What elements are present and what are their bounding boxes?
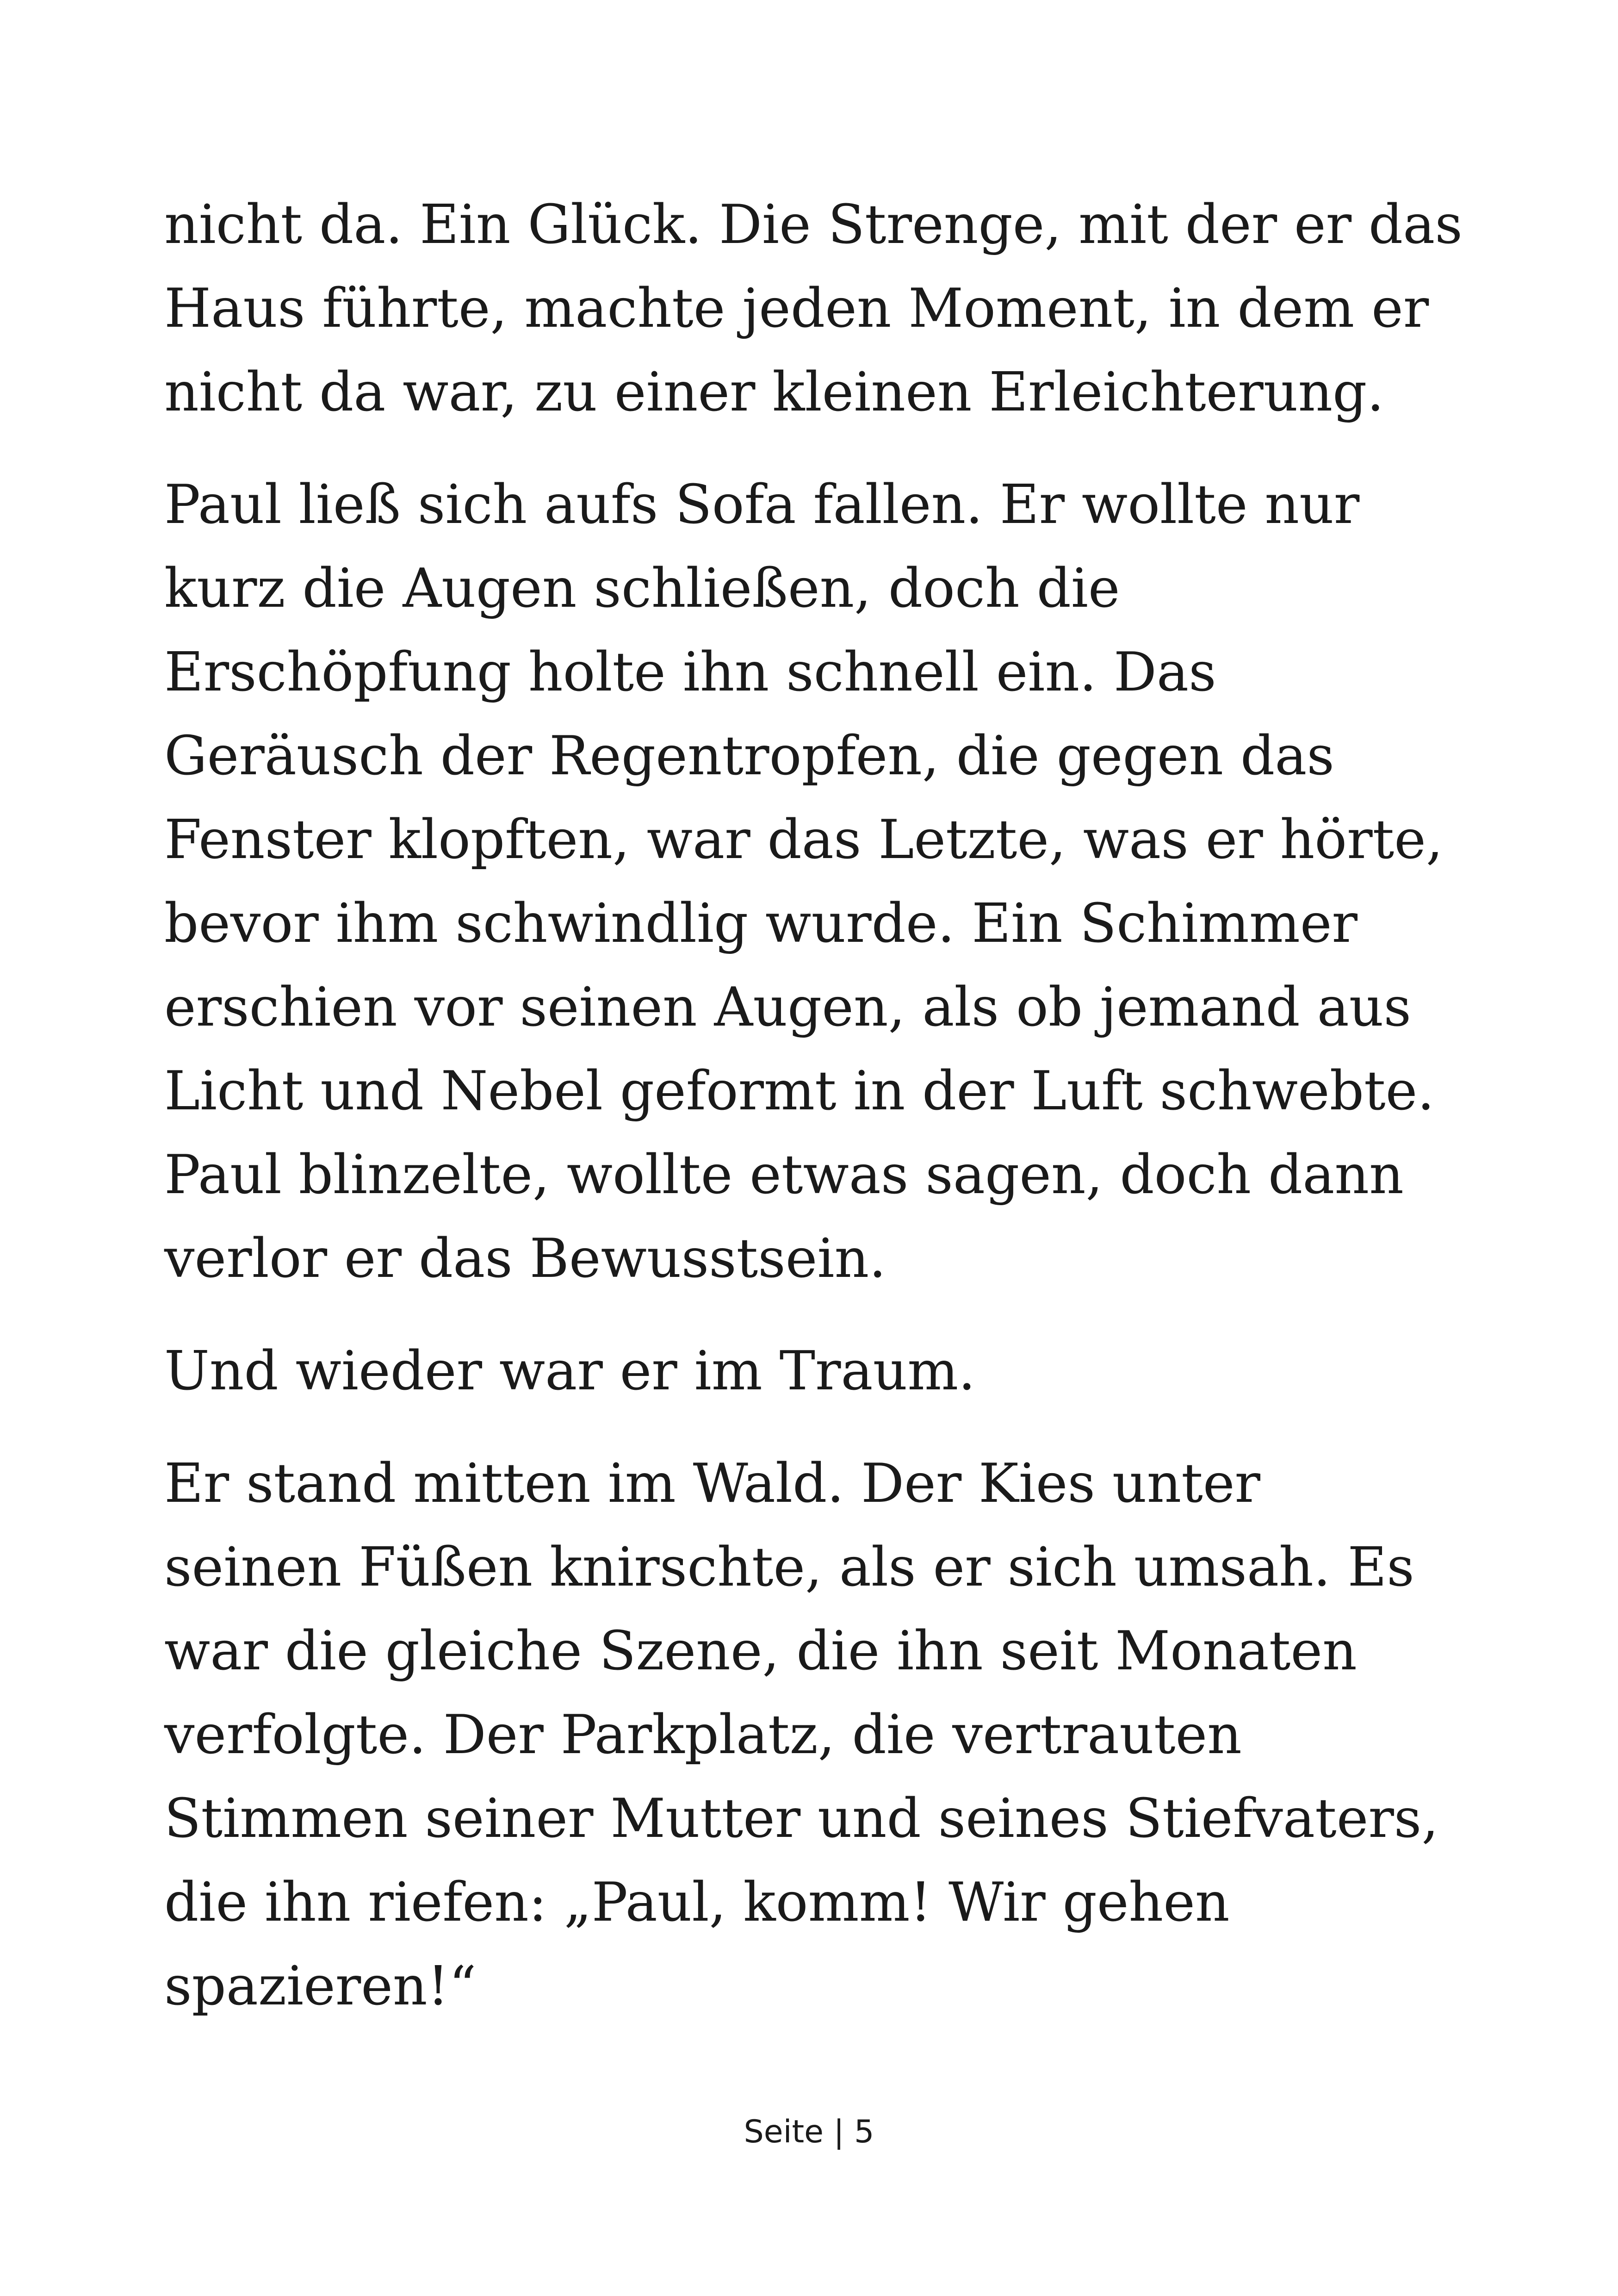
body-text xyxy=(164,183,1483,2057)
text-line: Paul ließ sich aufs Sofa fallen. Er wollte nur xyxy=(164,473,1360,536)
text-line: erschien vor seinen Augen, als ob jemand aus xyxy=(164,976,1412,1039)
text-line: spazieren!“ xyxy=(164,1955,477,2017)
paragraph-2 xyxy=(164,463,1483,1300)
text-line: Paul blinzelte, wollte etwas sagen, doch dann xyxy=(164,1144,1404,1206)
text-line: seinen Füßen knirschte, als er sich umsah. Es xyxy=(164,1536,1414,1599)
text-line: Stimmen seiner Mutter und seines Stiefvaters, xyxy=(164,1787,1439,1850)
text-line: Haus führte, machte jeden Moment, in dem er xyxy=(164,277,1429,340)
text-line: Und wieder war er im Traum. xyxy=(164,1340,976,1402)
text-line: war die gleiche Szene, die ihn seit Monaten xyxy=(164,1620,1357,1682)
text-line: verfolgte. Der Parkplatz, die vertrauten xyxy=(164,1704,1242,1766)
text-line: bevor ihm schwindlig wurde. Ein Schimmer xyxy=(164,892,1358,955)
text-line: kurz die Augen schließen, doch die xyxy=(164,557,1120,620)
paragraph-1 xyxy=(164,183,1483,434)
text-line: Erschöpfung holte ihn schnell ein. Das xyxy=(164,641,1216,703)
text-line: die ihn riefen: „Paul, komm! Wir gehen xyxy=(164,1871,1230,1934)
text-line: Licht und Nebel geformt in der Luft schwebte. xyxy=(164,1060,1435,1122)
text-line: Fenster klopften, war das Letzte, was er hörte, xyxy=(164,809,1443,871)
text-line: nicht da war, zu einer kleinen Erleichterung. xyxy=(164,361,1384,423)
paragraph-3 xyxy=(164,1329,1483,1413)
text-line: Geräusch der Regentropfen, die gegen das xyxy=(164,725,1334,787)
paragraph-4 xyxy=(164,1442,1483,2028)
text-line: nicht da. Ein Glück. Die Strenge, mit der er das xyxy=(164,193,1463,256)
page-number: Seite | 5 xyxy=(744,2114,874,2150)
text-line: Er stand mitten im Wald. Der Kies unter xyxy=(164,1452,1260,1515)
text-line: verlor er das Bewusstsein. xyxy=(164,1227,886,1290)
